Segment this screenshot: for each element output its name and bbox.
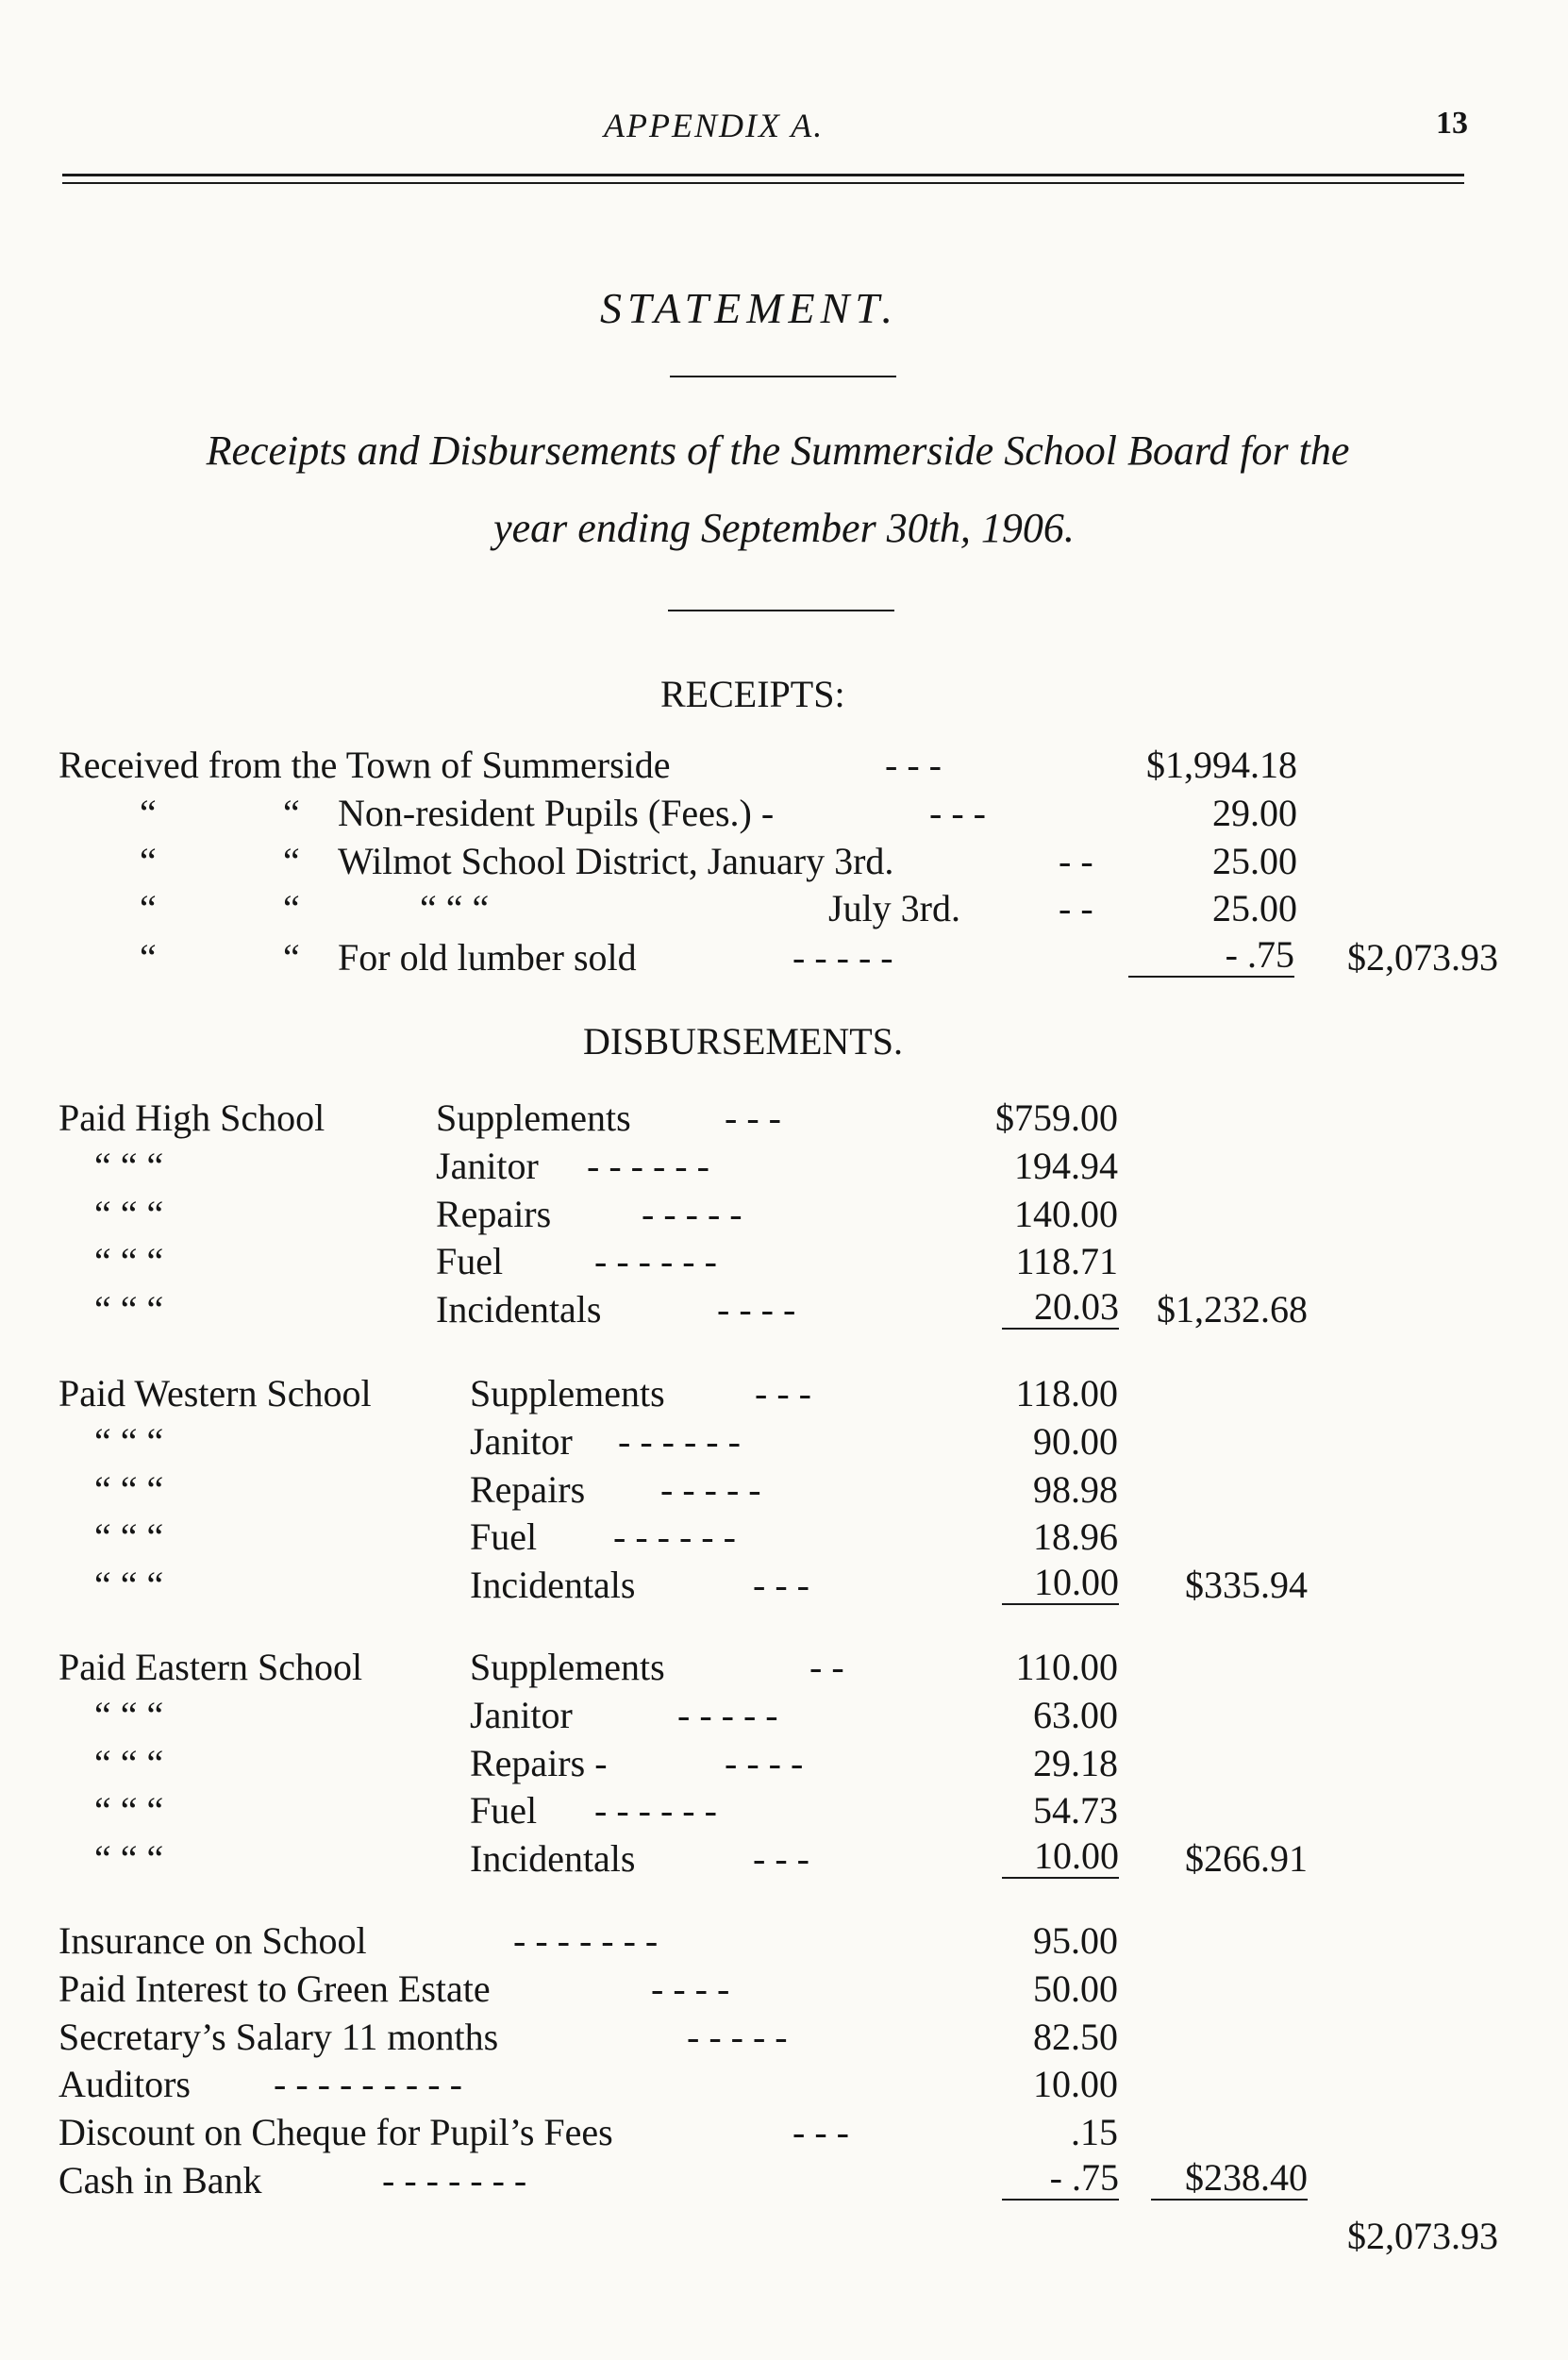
row-amount: 20.03	[1002, 1286, 1119, 1330]
row-leader: - - -	[725, 1096, 781, 1139]
disbursement-row	[0, 1692, 1568, 1739]
title-rule	[670, 376, 896, 377]
disbursement-row	[0, 1286, 1568, 1333]
receipt-label: Received from the Town of Summerside	[58, 744, 671, 786]
row-amount: $759.00	[995, 1096, 1118, 1139]
row-leader: - - - - - -	[618, 1420, 741, 1463]
row-item: Fuel	[470, 1515, 538, 1558]
row-item: Janitor	[470, 1694, 573, 1736]
row-leader: - - - - -	[642, 1193, 742, 1235]
subtotal: $266.91	[1185, 1837, 1308, 1880]
row-item: Repairs -	[470, 1742, 608, 1784]
receipt-leader: - - -	[885, 744, 942, 786]
receipt-amount: $1,994.18	[1146, 744, 1297, 786]
running-title: APPENDIX A.	[604, 107, 825, 144]
receipt-leader: - - - - -	[792, 936, 893, 979]
row-item: Fuel	[436, 1240, 504, 1282]
subtotal: $1,232.68	[1157, 1288, 1308, 1331]
receipt-row	[0, 742, 1568, 789]
disbursement-row	[0, 1966, 1568, 2013]
row-leader: - - - - -	[660, 1468, 761, 1511]
ditto-mark: “ “ “	[94, 1240, 164, 1282]
receipt-amount: 25.00	[1212, 840, 1297, 882]
ditto-mark: “ “ “	[420, 887, 490, 929]
ditto-mark: “	[283, 936, 300, 979]
row-amount: 10.00	[1002, 1562, 1119, 1605]
receipts-heading: RECEIPTS:	[660, 673, 845, 715]
row-amount: 18.96	[1033, 1515, 1118, 1558]
receipt-row	[0, 790, 1568, 837]
ditto-mark: “	[140, 840, 157, 882]
row-label: Cash in Bank	[58, 2159, 262, 2201]
row-item: Incidentals	[436, 1288, 602, 1331]
ditto-mark: “ “ “	[94, 1515, 164, 1558]
disbursement-row	[0, 1370, 1568, 1417]
disbursement-row	[0, 1917, 1568, 1965]
disbursement-row	[0, 2157, 1568, 2204]
row-amount: 194.94	[1014, 1145, 1118, 1187]
row-label: Paid Eastern School	[58, 1646, 363, 1688]
row-amount: 118.71	[1015, 1240, 1118, 1282]
row-label: Discount on Cheque for Pupil’s Fees	[58, 2111, 613, 2153]
disbursement-row	[0, 1514, 1568, 1561]
row-amount: 63.00	[1033, 1694, 1118, 1736]
row-amount: 82.50	[1033, 2016, 1118, 2058]
receipt-leader: - -	[1059, 887, 1093, 929]
disbursement-row	[0, 1238, 1568, 1285]
ditto-mark: “	[283, 887, 300, 929]
receipt-leader: - -	[1059, 840, 1093, 882]
disbursement-row	[0, 2014, 1568, 2061]
row-leader: - - -	[753, 1837, 809, 1880]
row-amount: 10.00	[1002, 1835, 1119, 1879]
ditto-mark: “	[140, 887, 157, 929]
ditto-mark: “	[283, 792, 300, 834]
ditto-mark: “ “ “	[94, 1288, 164, 1331]
row-item: Fuel	[470, 1789, 538, 1832]
disbursement-row	[0, 1562, 1568, 1609]
disbursements-heading: DISBURSEMENTS.	[583, 1020, 903, 1063]
row-amount: 29.18	[1033, 1742, 1118, 1784]
row-item: Janitor	[470, 1420, 573, 1463]
ditto-mark: “	[283, 840, 300, 882]
disbursement-row	[0, 1418, 1568, 1465]
row-amount: 50.00	[1033, 1967, 1118, 2010]
row-leader: - - - - -	[677, 1694, 778, 1736]
row-item: Janitor	[436, 1145, 539, 1187]
disbursement-row	[0, 2109, 1568, 2156]
subtotal: $238.40	[1151, 2157, 1308, 2201]
row-item: Incidentals	[470, 1837, 636, 1880]
disbursement-row	[0, 1787, 1568, 1834]
row-leader: - - - - - -	[594, 1789, 717, 1832]
receipt-amount: 29.00	[1212, 792, 1297, 834]
row-amount: 110.00	[1015, 1646, 1118, 1688]
row-leader: - - -	[755, 1372, 811, 1414]
disbursement-row	[0, 1835, 1568, 1883]
row-leader: - - - - - - -	[382, 2159, 527, 2201]
row-label: Paid Western School	[58, 1372, 372, 1414]
ditto-mark: “ “ “	[94, 1789, 164, 1832]
receipt-label: Wilmot School District, January 3rd.	[338, 840, 894, 882]
row-item: Repairs	[436, 1193, 552, 1235]
row-label: Paid High School	[58, 1096, 325, 1139]
ditto-mark: “ “ “	[94, 1837, 164, 1880]
row-leader: - - - -	[651, 1967, 730, 2010]
receipt-amount: - .75	[1128, 934, 1294, 978]
receipts-total: $2,073.93	[1347, 936, 1498, 979]
ditto-mark: “ “ “	[94, 1145, 164, 1187]
receipt-label: July 3rd.	[828, 887, 960, 929]
row-leader: - - - -	[717, 1288, 796, 1331]
receipt-leader: - - -	[929, 792, 986, 834]
page-number: 13	[1436, 106, 1468, 141]
row-amount: 95.00	[1033, 1919, 1118, 1962]
statement-title: STATEMENT.	[600, 284, 899, 332]
row-leader: - - - -	[725, 1742, 804, 1784]
subtitle-line-2: year ending September 30th, 1906.	[493, 505, 1075, 551]
disbursement-row	[0, 2061, 1568, 2108]
ditto-mark: “ “ “	[94, 1742, 164, 1784]
row-leader: - - - - -	[687, 2016, 788, 2058]
row-amount: 10.00	[1033, 2063, 1118, 2105]
row-leader: - -	[809, 1646, 844, 1688]
row-leader: - - -	[792, 2111, 849, 2153]
disbursement-row	[0, 1143, 1568, 1190]
receipt-label: Non-resident Pupils (Fees.) -	[338, 792, 775, 834]
row-label: Auditors	[58, 2063, 191, 2105]
row-label: Secretary’s Salary 11 months	[58, 2016, 499, 2058]
receipt-row	[0, 885, 1568, 932]
row-leader: - - -	[753, 1564, 809, 1606]
row-label: Paid Interest to Green Estate	[58, 1967, 491, 2010]
row-item: Supplements	[470, 1646, 665, 1688]
ditto-mark: “ “ “	[94, 1193, 164, 1235]
disbursement-row	[0, 1095, 1568, 1142]
disbursement-row	[0, 1466, 1568, 1514]
row-leader: - - - - - -	[613, 1515, 736, 1558]
row-amount: 140.00	[1014, 1193, 1118, 1235]
disbursement-row	[0, 1191, 1568, 1238]
receipt-row	[0, 838, 1568, 885]
row-amount: 54.73	[1033, 1789, 1118, 1832]
subtotal: $335.94	[1185, 1564, 1308, 1606]
subtitle-line-1: Receipts and Disbursements of the Summerside School Board for the	[206, 427, 1350, 474]
row-leader: - - - - - - -	[513, 1919, 659, 1962]
row-leader: - - - - - -	[587, 1145, 709, 1187]
ditto-mark: “	[140, 792, 157, 834]
row-item: Supplements	[436, 1096, 631, 1139]
ditto-mark: “	[140, 936, 157, 979]
row-item: Incidentals	[470, 1564, 636, 1606]
row-label: Insurance on School	[58, 1919, 367, 1962]
header-rule-bottom	[62, 182, 1464, 184]
row-leader: - - - - - -	[594, 1240, 717, 1282]
row-amount: 90.00	[1033, 1420, 1118, 1463]
receipt-row	[0, 934, 1568, 981]
row-item: Repairs	[470, 1468, 586, 1511]
grand-total: $2,073.93	[1347, 2215, 1498, 2257]
disbursement-row	[0, 1740, 1568, 1787]
ditto-mark: “ “ “	[94, 1420, 164, 1463]
header-rule-top	[62, 174, 1464, 176]
row-amount: - .75	[1002, 2157, 1119, 2201]
receipt-label: For old lumber sold	[338, 936, 637, 979]
row-amount: 98.98	[1033, 1468, 1118, 1511]
row-amount: 118.00	[1015, 1372, 1118, 1414]
disbursement-row	[0, 1644, 1568, 1691]
ditto-mark: “ “ “	[94, 1468, 164, 1511]
row-amount: .15	[1071, 2111, 1118, 2153]
ditto-mark: “ “ “	[94, 1694, 164, 1736]
row-leader: - - - - - - - - -	[274, 2063, 462, 2105]
subtitle-rule	[668, 610, 894, 611]
receipt-amount: 25.00	[1212, 887, 1297, 929]
ditto-mark: “ “ “	[94, 1564, 164, 1606]
row-item: Supplements	[470, 1372, 665, 1414]
